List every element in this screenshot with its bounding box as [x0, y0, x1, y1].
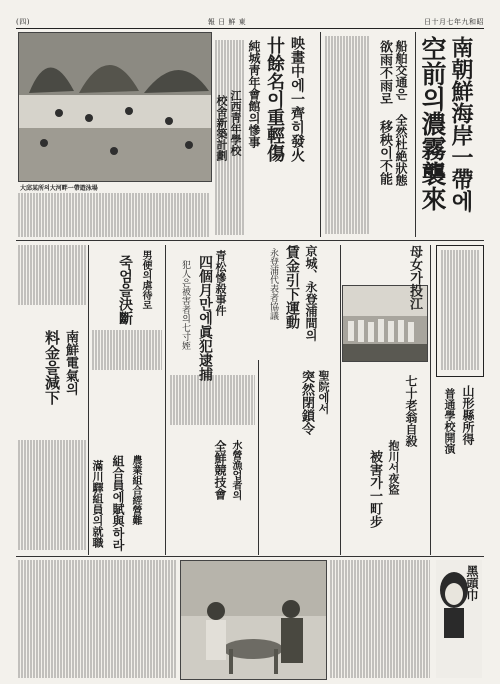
old-man-headline: 七十老翁自殺 — [404, 375, 418, 447]
husband-headline-main: 죽엄을決斷 — [117, 255, 133, 325]
masthead-page-number: (四) — [16, 18, 30, 26]
wage-headline-main: 賃金引下運動 — [284, 245, 300, 329]
photo-caption: 大邱某所의大河畔一帶遊泳場 — [20, 185, 98, 192]
divider — [320, 32, 321, 237]
divider — [340, 245, 341, 555]
table-scene-photo — [180, 560, 327, 680]
murder-headline: 青松慘殺事件 — [214, 250, 227, 316]
table-scene-photo-image — [181, 561, 326, 679]
divider — [258, 360, 259, 555]
clinic-headline: 聖院에서 — [317, 370, 330, 414]
body-text-block — [441, 250, 479, 370]
divider — [415, 32, 416, 237]
clinic-headline-main: 突然閉鎖令 — [299, 370, 314, 435]
mother-headline: 母女가投江 — [407, 245, 422, 310]
fire-headline: 映畫中에一齊히發火 — [289, 36, 305, 162]
divider — [88, 245, 89, 555]
murder-subhead: 犯人은被害者의七寸姪 — [180, 260, 190, 350]
fish-headline: 水營漁업者의 — [230, 440, 241, 500]
fire-subhead: 純城靑年會館의慘事 — [247, 40, 261, 148]
small-notice-box — [436, 245, 484, 377]
swimming-photo — [18, 32, 212, 182]
theft-headline-main: 被害가一町步 — [367, 450, 382, 528]
nanseon-headline-main: 料金을減下 — [43, 330, 61, 405]
wage-subhead: 永登浦代表者協議 — [268, 248, 278, 320]
masthead-title: 報 日 鮮 東 — [207, 18, 247, 26]
divider — [16, 240, 484, 241]
masthead — [16, 16, 484, 29]
fire-headline-main: 卄餘名이重輕傷 — [264, 36, 285, 162]
school-headline: 江西靑年學校 — [229, 90, 242, 156]
body-text-block — [18, 193, 210, 237]
body-text-block — [325, 36, 370, 234]
farm-headline-main: 組合員에賦與하라 — [111, 455, 125, 551]
station-headline: 滿川驛組員의就職 — [91, 460, 104, 548]
body-text-block — [92, 330, 162, 370]
swimming-photo-image — [19, 33, 211, 181]
divider — [430, 245, 431, 555]
lead-headline: 南朝鮮海岸一帶에 — [448, 36, 474, 212]
body-text-block — [18, 245, 86, 305]
lead-headline-main: 空前의濃霧襲來 — [418, 36, 447, 211]
murder-headline-main: 四個月만에眞犯逮捕 — [197, 255, 213, 381]
body-text-block — [18, 560, 176, 678]
husband-headline: 男便의虐待로 — [140, 250, 151, 310]
wage-headline: 京城、永登浦間의 — [304, 245, 318, 341]
masthead-date: 日十月七年九和昭 — [424, 18, 484, 26]
lead-subhead: 欲雨不雨로 移秧이不能 — [377, 40, 392, 185]
body-text-block — [170, 375, 255, 425]
school-headline: 校舍新築計劃 — [215, 95, 228, 161]
lead-subhead: 船舶交通은 全然杜絶狀態 — [394, 40, 408, 186]
nanseon-headline: 南鮮電氣의 — [63, 330, 78, 395]
body-text-block — [18, 440, 86, 550]
divider — [16, 556, 484, 557]
ad-headline: 山形縣所得 — [461, 385, 475, 445]
divider — [165, 245, 166, 555]
fish-headline-main: 全鮮競技會 — [213, 440, 227, 500]
farm-headline: 農業組合經營難 — [130, 455, 141, 525]
theft-headline: 抱川서夜盜 — [387, 440, 400, 495]
product-brand: 黑頭巾 — [465, 565, 479, 601]
body-text-block — [330, 560, 430, 678]
ad-subhead: 普通學校開演 — [443, 388, 456, 454]
product-ad — [436, 560, 482, 678]
